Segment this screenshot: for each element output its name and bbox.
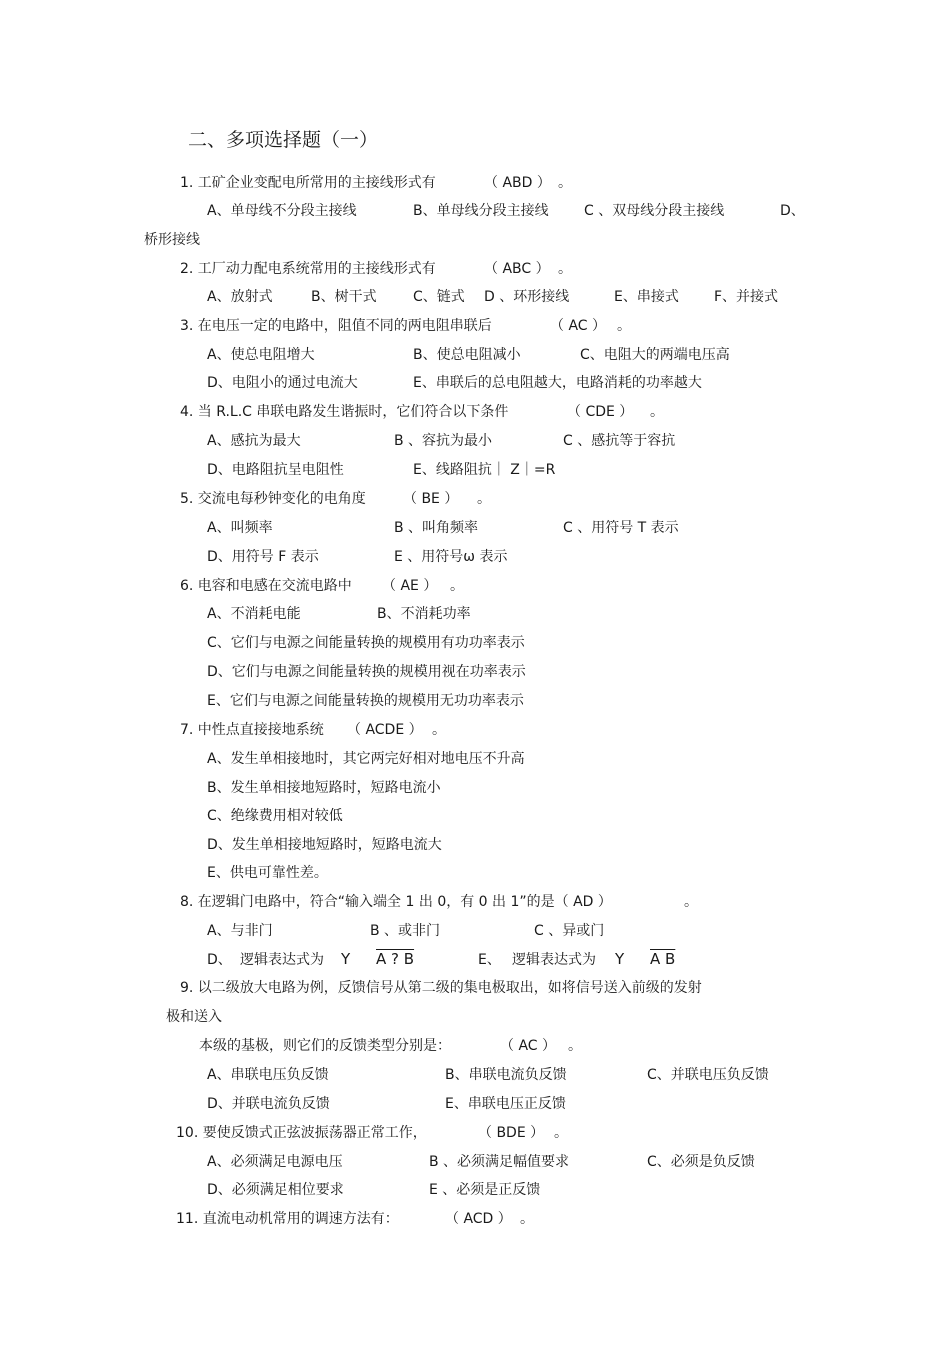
q6-option-e: E、它们与电源之间能量转换的规模用无功功率表示: [207, 693, 524, 709]
q4-answer: （ CDE ）: [567, 404, 634, 420]
q7-option-b: B、发生单相接地短路时，短路电流小: [207, 780, 441, 796]
q3-stem: 3. 在电压一定的电路中，阻值不同的两电阻串联后: [180, 318, 492, 334]
q10-option-c: C、必须是负反馈: [647, 1154, 755, 1170]
q8-option-d-expr: A ? B: [376, 950, 415, 968]
q10-end: 。: [554, 1125, 568, 1141]
q2-option-b: B、树干式: [311, 289, 377, 305]
q9-stem-cont2: 本级的基极，则它们的反馈类型分别是：: [199, 1038, 451, 1054]
q9-stem: 9. 以二级放大电路为例，反馈信号从第二级的集电极取出，如将信号送入前级的发射: [180, 980, 702, 996]
q8-option-e: E、: [478, 952, 501, 968]
q7-option-c: C、绝缘费用相对较低: [207, 808, 343, 824]
q9-end: 。: [568, 1038, 582, 1054]
q6-option-c: C、它们与电源之间能量转换的规模用有功功率表示: [207, 635, 525, 651]
q9-option-c: C、并联电压负反馈: [647, 1067, 769, 1083]
q9-stem-cont: 极和送入: [166, 1009, 222, 1025]
q11-stem: 11. 直流电动机常用的调速方法有：: [176, 1211, 399, 1227]
q3-option-a: A、使总电阻增大: [207, 347, 315, 363]
q5-option-b: B 、叫角频率: [394, 520, 479, 536]
q7-option-d: D、发生单相接地短路时，短路电流大: [207, 837, 442, 853]
q7-option-e: E、供电可靠性差。: [207, 865, 328, 881]
q2-option-e: E、串接式: [614, 289, 679, 305]
q8-end: 。: [684, 894, 698, 910]
q1-end: 。: [558, 175, 572, 191]
q3-end: 。: [617, 318, 631, 334]
q6-option-b: B、不消耗功率: [377, 606, 471, 622]
q10-option-d: D、必须满足相位要求: [207, 1182, 344, 1198]
q1-option-d: D、: [780, 203, 805, 219]
q8-option-d-text: 逻辑表达式为: [240, 952, 324, 968]
q5-option-a: A、叫频率: [207, 520, 273, 536]
q2-option-a: A、放射式: [207, 289, 273, 305]
q2-stem: 2. 工厂动力配电系统常用的主接线形式有: [180, 261, 436, 277]
section-title: 二、多项选择题（一）: [188, 129, 379, 151]
q9-option-a: A、串联电压负反馈: [207, 1067, 329, 1083]
q7-end: 。: [432, 722, 446, 738]
q5-option-c: C 、用符号 T 表示: [563, 520, 679, 536]
q5-option-e: E 、用符号ω 表示: [394, 549, 508, 565]
q5-option-d: D、用符号 F 表示: [207, 549, 319, 565]
q3-option-d: D、电阻小的通过电流大: [207, 375, 358, 391]
q8-option-e-expr: A B: [650, 950, 676, 968]
q3-answer: （ AC ）: [550, 318, 607, 334]
q4-option-e: E、线路阻抗｜ Z｜=R: [413, 462, 556, 478]
q2-end: 。: [558, 261, 572, 277]
q1-option-d-cont: 桥形接线: [144, 232, 200, 248]
q4-option-b: B 、容抗为最小: [394, 433, 493, 449]
q3-option-b: B、使总电阻减小: [413, 347, 521, 363]
q11-answer: （ ACD ）: [445, 1211, 512, 1227]
q1-answer: （ ABD ）: [484, 175, 551, 191]
q10-stem: 10. 要使反馈式正弦波振荡器正常工作，: [176, 1125, 427, 1141]
q10-option-a: A、必须满足电源电压: [207, 1154, 343, 1170]
q10-option-b: B 、必须满足幅值要求: [429, 1154, 570, 1170]
q8-option-d-y: Y: [341, 950, 351, 968]
q9-option-b: B、串联电流负反馈: [445, 1067, 567, 1083]
q4-stem: 4. 当 R.L.C 串联电路发生谐振时，它们符合以下条件: [180, 404, 509, 420]
q11-end: 。: [520, 1211, 534, 1227]
q10-option-e: E 、必须是正反馈: [429, 1182, 541, 1198]
q6-end: 。: [450, 578, 464, 594]
q9-option-e: E、串联电压正反馈: [445, 1096, 566, 1112]
q5-answer: （ BE ）: [403, 491, 459, 507]
q2-option-f: F、并接式: [714, 289, 779, 305]
q6-option-d: D、它们与电源之间能量转换的规模用视在功率表示: [207, 664, 526, 680]
q8-stem: 8. 在逻辑门电路中，符合“输入端全 1 出 0，有 0 出 1”的是（ AD ）: [180, 894, 612, 910]
q3-option-e: E、串联后的总电阻越大，电路消耗的功率越大: [413, 375, 702, 391]
q8-option-e-y: Y: [615, 950, 625, 968]
q4-option-d: D、电路阻抗呈电阻性: [207, 462, 344, 478]
q4-option-c: C 、感抗等于容抗: [563, 433, 676, 449]
q6-answer: （ AE ）: [382, 578, 438, 594]
q9-answer: （ AC ）: [500, 1038, 557, 1054]
q8-option-d: D、: [207, 952, 232, 968]
q10-answer: （ BDE ）: [478, 1125, 545, 1141]
q9-option-d: D、并联电流负反馈: [207, 1096, 330, 1112]
q7-option-a: A、发生单相接地时，其它两完好相对地电压不升高: [207, 751, 525, 767]
q8-option-c: C 、异或门: [534, 923, 605, 939]
q7-stem: 7. 中性点直接接地系统: [180, 722, 324, 738]
q3-option-c: C、电阻大的两端电压高: [580, 347, 730, 363]
q6-option-a: A、不消耗电能: [207, 606, 301, 622]
q1-option-b: B、单母线分段主接线: [413, 203, 549, 219]
q4-option-a: A、感抗为最大: [207, 433, 301, 449]
q5-stem: 5. 交流电每秒钟变化的电角度: [180, 491, 366, 507]
q2-option-c: C、链式: [413, 289, 465, 305]
q2-option-d: D 、环形接线: [484, 289, 570, 305]
q2-answer: （ ABC ）: [484, 261, 550, 277]
q1-stem: 1. 工矿企业变配电所常用的主接线形式有: [180, 175, 436, 191]
q5-end: 。: [477, 491, 491, 507]
q7-answer: （ ACDE ）: [347, 722, 423, 738]
q6-stem: 6. 电容和电感在交流电路中: [180, 578, 352, 594]
q8-option-b: B 、或非门: [370, 923, 441, 939]
q4-end: 。: [650, 404, 664, 420]
q1-option-a: A、单母线不分段主接线: [207, 203, 357, 219]
q8-option-e-text: 逻辑表达式为: [512, 952, 596, 968]
q1-option-c: C 、双母线分段主接线: [584, 203, 725, 219]
q8-option-a: A、与非门: [207, 923, 273, 939]
